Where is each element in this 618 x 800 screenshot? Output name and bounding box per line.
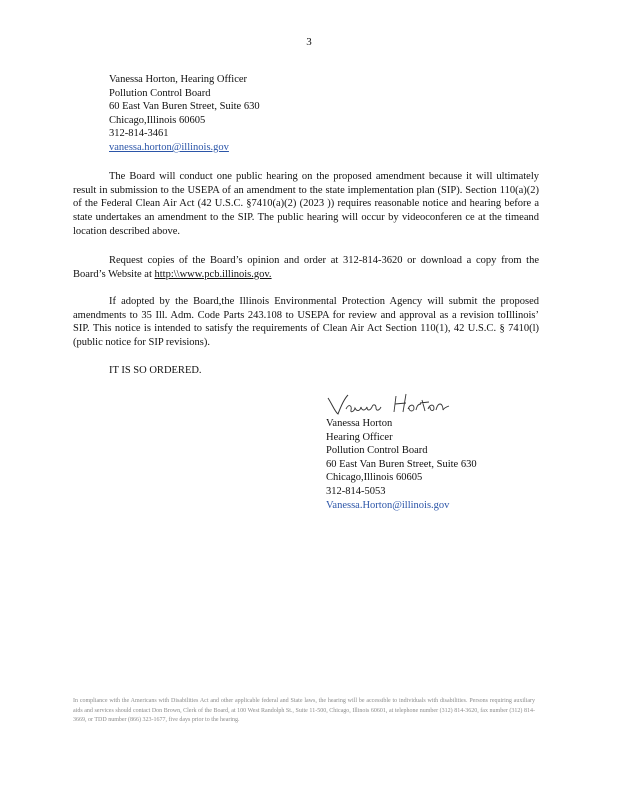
signer-email-link[interactable]: Vanessa.Horton@illinois.gov xyxy=(326,499,450,511)
accessibility-footer: In compliance with the Americans with Disabilities Act and other applicable federal and State laws, the hearing will be accessible to individuals with disabilities. Persons requiring auxiliary aids and services should contact Don Brown, Clerk of the Board, at 100 West Randolph St., Suite 11-500, Chicago, Illinois 60601, at telephone number (312) 814-3620, fax number (312) 814-3669, or TDD number (866) 323-1677, five days prior to the hearing. xyxy=(73,698,535,723)
signer-org: Pollution Control Board xyxy=(326,445,428,457)
address-phone: 312-814-3461 xyxy=(109,128,169,140)
paragraph-hearing-text: The Board will conduct one public hearing on the proposed amendment because it will ultimately result in submission to the USEPA of an amendment to the state implementation plan (SIP). Section 110(a)(2) of the Federal Clean Air Act (42 U.S.C. §7410(a)(2) (2023 )) requires reasonable notice and hearing before a state undertakes an amendment to the SIP. The public hearing will occur by videoconferen ce at the timeand location described above. xyxy=(73,171,539,237)
signer-name: Vanessa Horton xyxy=(326,418,393,429)
paragraph-hearing xyxy=(73,170,539,239)
signer-phone: 312-814-5053 xyxy=(326,485,386,497)
address-street-line: 60 East Van Buren Street, Suite 630 xyxy=(109,101,260,113)
closing-statement: IT IS SO ORDERED. xyxy=(109,365,202,376)
paragraph-adoption xyxy=(73,295,539,350)
signer-title: Hearing Officer xyxy=(326,431,393,443)
handwritten-signature xyxy=(326,390,456,418)
address-name-line: Vanessa Horton, Hearing Officer xyxy=(109,74,248,85)
paragraph-copies-text: Request copies of the Board’s opinion and order at 312-814-3620 or download a copy from the Board’s Website at xyxy=(73,255,539,280)
address-email-link[interactable]: vanessa.horton@illinois.gov xyxy=(109,141,229,153)
header-address xyxy=(109,73,260,155)
board-website-link[interactable]: http:\\www.pcb.illinois.gov. xyxy=(154,268,272,280)
address-city-line: Chicago,Illinois 60605 xyxy=(109,114,206,126)
signer-street: 60 East Van Buren Street, Suite 630 xyxy=(326,458,477,470)
address-org-line: Pollution Control Board xyxy=(109,87,211,99)
page-number: 3 xyxy=(306,36,312,48)
paragraph-adoption-text: If adopted by the Board,the Illinois Environmental Protection Agency will submit the proposed amendments to 35 Ill. Adm. Code Parts 243.108 to USEPA for review and approval as a revision toIllinois’ SIP. This notice is intended to satisfy the requirements of Clean Air Act Section 110(1), 42 U.S.C. § 7410(l) (public notice for SIP revisions). xyxy=(73,296,539,349)
signature-block xyxy=(326,417,477,512)
signer-city: Chicago,Illinois 60605 xyxy=(326,472,423,484)
paragraph-copies xyxy=(73,254,539,281)
